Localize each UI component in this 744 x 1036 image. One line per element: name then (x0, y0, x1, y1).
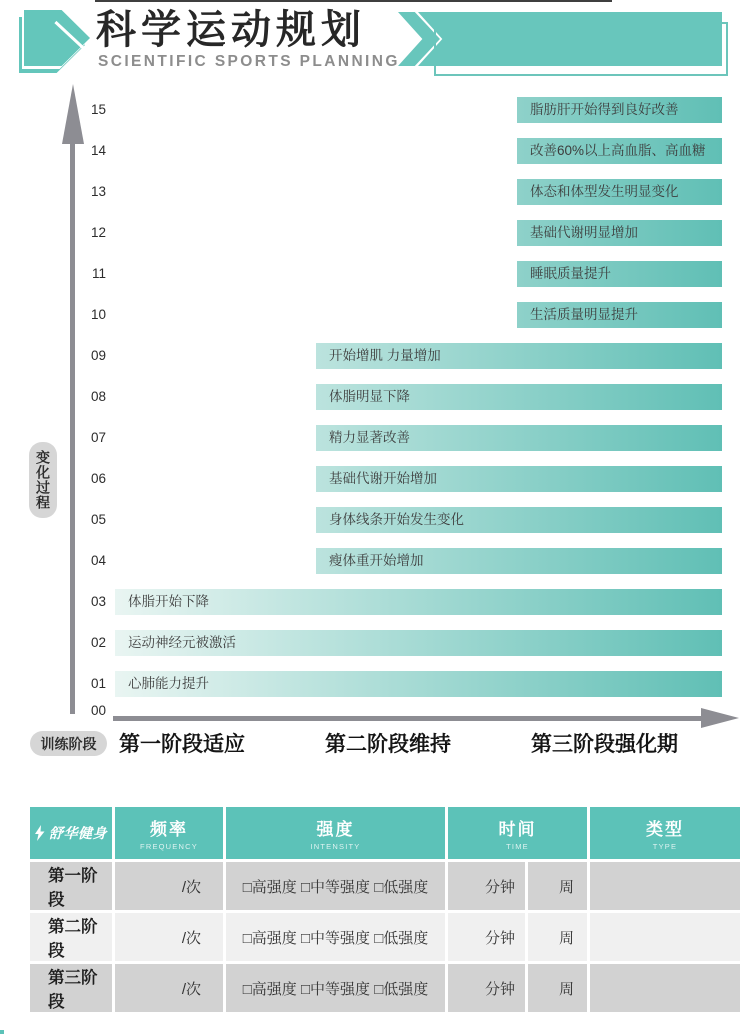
phase-label-3: 第三阶段强化期 (531, 733, 678, 756)
bar-level-15: 脂肪肝开始得到良好改善 (517, 97, 722, 123)
time-minutes-cell: 分钟 (448, 913, 525, 961)
y-tick-09: 09 (90, 348, 106, 363)
header-top-rule (95, 0, 612, 2)
y-tick-15: 15 (90, 102, 106, 117)
y-tick-12: 12 (90, 225, 106, 240)
bar-level-13: 体态和体型发生明显变化 (517, 179, 722, 205)
y-tick-08: 08 (90, 389, 106, 404)
ribbon-fill (418, 12, 722, 66)
y-tick-04: 04 (90, 553, 106, 568)
y-tick-07: 07 (90, 430, 106, 445)
y-tick-06: 06 (90, 471, 106, 486)
corner-mark (0, 1030, 4, 1034)
bar-level-03: 体脂开始下降 (115, 589, 722, 615)
stage-label-cell: 第二阶段 (30, 913, 112, 961)
y-axis-label-pill: 变化过程 (29, 442, 57, 518)
time-weeks-cell: 周 (528, 964, 587, 1012)
bar-level-11: 睡眠质量提升 (517, 261, 722, 287)
bar-level-04: 瘦体重开始增加 (316, 548, 722, 574)
y-tick-00: 00 (90, 703, 106, 718)
y-tick-01: 01 (90, 676, 106, 691)
bar-level-12: 基础代谢明显增加 (517, 220, 722, 246)
table-row-1 (30, 862, 740, 910)
intensity-checkboxes-cell: □高强度 □中等强度 □低强度 (226, 913, 445, 961)
time-weeks-cell: 周 (528, 862, 587, 910)
bar-level-07: 精力显著改善 (316, 425, 722, 451)
phase-label-2: 第二阶段维持 (325, 733, 451, 756)
time-minutes-cell: 分钟 (448, 964, 525, 1012)
y-tick-13: 13 (90, 184, 106, 199)
bar-level-01: 心肺能力提升 (115, 671, 722, 697)
bar-level-02: 运动神经元被激活 (115, 630, 722, 656)
time-weeks-cell: 周 (528, 913, 587, 961)
y-tick-03: 03 (90, 594, 106, 609)
column-header-intensity: 强度 INTENSITY (226, 807, 445, 859)
intensity-checkboxes-cell: □高强度 □中等强度 □低强度 (226, 964, 445, 1012)
bar-level-06: 基础代谢开始增加 (316, 466, 722, 492)
x-axis-label-pill: 训练阶段 (30, 731, 107, 756)
header-pentagon-icon (24, 10, 99, 72)
table-header-row (30, 807, 740, 859)
y-axis-line (70, 132, 75, 714)
type-cell (590, 913, 740, 961)
stage-label-cell: 第三阶段 (30, 964, 112, 1012)
table-row-3 (30, 964, 740, 1012)
frequency-cell: /次 (115, 964, 223, 1012)
header-ribbon-decoration (398, 12, 732, 76)
phase-label-1: 第一阶段适应 (119, 733, 245, 756)
lightning-icon (35, 825, 45, 841)
brand-cell (30, 807, 112, 859)
bar-level-09: 开始增肌 力量增加 (316, 343, 722, 369)
table-row-2 (30, 913, 740, 961)
stage-label-cell: 第一阶段 (30, 862, 112, 910)
column-header-frequency: 频率 FREQUENCY (115, 807, 223, 859)
frequency-cell: /次 (115, 862, 223, 910)
bar-level-05: 身体线条开始发生变化 (316, 507, 722, 533)
bar-level-10: 生活质量明显提升 (517, 302, 722, 328)
x-axis-line (113, 716, 705, 721)
page-title: 科学运动规划 (96, 8, 366, 52)
frequency-cell: /次 (115, 913, 223, 961)
y-tick-02: 02 (90, 635, 106, 650)
bar-level-14: 改善60%以上高血脂、高血糖 (517, 138, 722, 164)
intensity-checkboxes-cell: □高强度 □中等强度 □低强度 (226, 862, 445, 910)
training-plan-table (30, 807, 740, 1012)
type-cell (590, 862, 740, 910)
y-tick-11: 11 (91, 266, 106, 281)
column-header-type: 类型 TYPE (590, 807, 740, 859)
page-subtitle: SCIENTIFIC SPORTS PLANNING (98, 53, 400, 70)
type-cell (590, 964, 740, 1012)
bar-level-08: 体脂明显下降 (316, 384, 722, 410)
y-tick-14: 14 (90, 143, 106, 158)
brand-name: 舒华健身 (49, 825, 107, 841)
x-axis-arrowhead-icon (701, 708, 739, 728)
y-tick-10: 10 (90, 307, 106, 322)
y-tick-05: 05 (90, 512, 106, 527)
time-minutes-cell: 分钟 (448, 862, 525, 910)
column-header-time: 时间 TIME (448, 807, 587, 859)
